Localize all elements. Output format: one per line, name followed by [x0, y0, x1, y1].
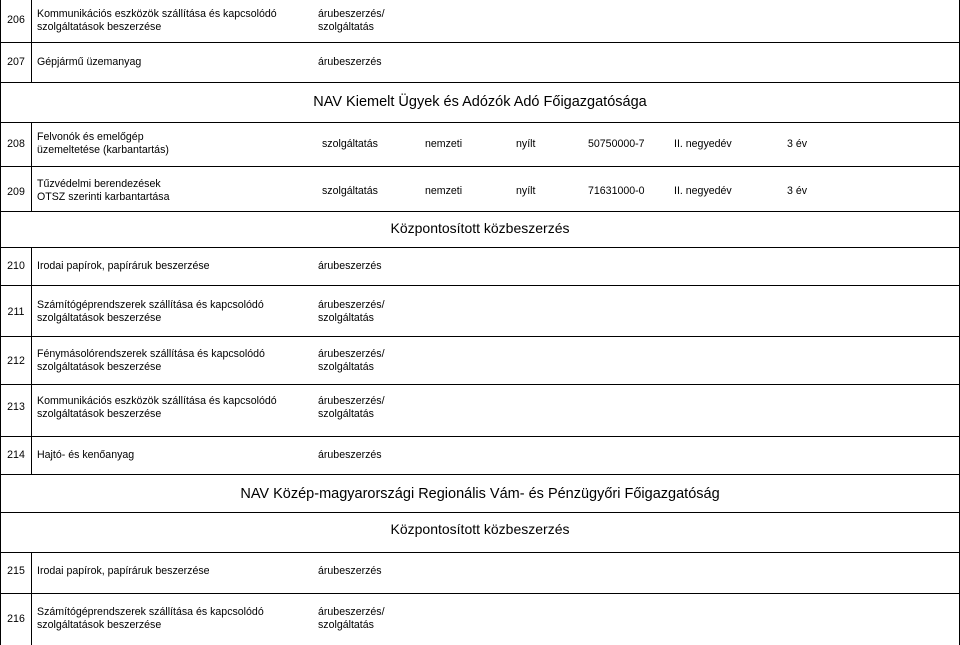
procurement-type: árubeszerzés/ szolgáltatás: [318, 348, 385, 373]
row-number: 209: [7, 186, 25, 198]
row-number: 213: [7, 401, 25, 413]
table-row: [0, 122, 960, 166]
item-description: Irodai papírok, papíráruk beszerzése: [37, 260, 210, 272]
section-header: [0, 82, 960, 122]
item-description: Tűzvédelmi berendezések OTSZ szerinti karbantartása: [37, 178, 170, 203]
cpv-code: 71631000-0: [588, 185, 645, 197]
procedure-scope: nemzeti: [425, 185, 463, 197]
item-description: Irodai papírok, papíráruk beszerzése: [37, 565, 210, 577]
section-title: Központosított közbeszerzés: [390, 220, 570, 236]
row-number: 211: [7, 306, 25, 318]
procedure-kind: nyílt: [516, 138, 536, 150]
procurement-type: árubeszerzés/ szolgáltatás: [318, 606, 385, 631]
section-title: Központosított közbeszerzés: [390, 521, 570, 537]
item-description: Számítógéprendszerek szállítása és kapcsolódó szolgáltatások beszerzése: [37, 299, 264, 324]
table-row: [0, 0, 960, 42]
procurement-type: árubeszerzés/ szolgáltatás: [318, 299, 385, 324]
item-description: Kommunikációs eszközök szállítása és kapcsolódó szolgáltatások beszerzése: [37, 8, 277, 33]
table-row: [0, 247, 960, 285]
table-row: [0, 593, 960, 645]
section-header: [0, 211, 960, 247]
section-title: NAV Közép-magyarországi Regionális Vám- és Pénzügyőri Főigazgatóság: [240, 486, 720, 502]
table-row: [0, 285, 960, 336]
row-number: 214: [7, 449, 25, 461]
contract-duration: 3 év: [787, 185, 808, 197]
procurement-type: árubeszerzés: [318, 260, 382, 272]
item-description: Számítógéprendszerek szállítása és kapcsolódó szolgáltatások beszerzése: [37, 606, 264, 631]
procurement-type: árubeszerzés/ szolgáltatás: [318, 395, 385, 420]
table-row: [0, 436, 960, 474]
section-header: [0, 512, 960, 552]
section-header: [0, 474, 960, 512]
item-description: Gépjármű üzemanyag: [37, 56, 142, 68]
row-number: 215: [7, 565, 25, 577]
row-number: 216: [7, 613, 25, 625]
row-number: 210: [7, 260, 25, 272]
procedure-scope: nemzeti: [425, 138, 463, 150]
procurement-type: árubeszerzés: [318, 565, 382, 577]
item-description: Kommunikációs eszközök szállítása és kapcsolódó szolgáltatások beszerzése: [37, 395, 277, 420]
planned-quarter: II. negyedév: [674, 138, 732, 150]
table-row: [0, 384, 960, 436]
table-row: [0, 166, 960, 211]
item-description: Felvonók és emelőgép üzemeltetése (karbantartás): [37, 131, 169, 156]
row-number: 208: [7, 138, 25, 150]
procurement-type: árubeszerzés: [318, 449, 382, 461]
cpv-code: 50750000-7: [588, 138, 645, 150]
procurement-type: szolgáltatás: [322, 185, 378, 197]
row-number: 207: [7, 56, 25, 68]
item-description: Hajtó- és kenőanyag: [37, 449, 135, 461]
planned-quarter: II. negyedév: [674, 185, 732, 197]
contract-duration: 3 év: [787, 138, 808, 150]
procurement-type: árubeszerzés/ szolgáltatás: [318, 8, 385, 33]
row-number: 206: [7, 14, 25, 26]
procedure-kind: nyílt: [516, 185, 536, 197]
table-row: [0, 336, 960, 384]
row-number: 212: [7, 355, 25, 367]
table-row: [0, 552, 960, 593]
section-title: NAV Kiemelt Ügyek és Adózók Adó Főigazgatósága: [313, 94, 647, 110]
procurement-type: árubeszerzés: [318, 56, 382, 68]
table-row: [0, 42, 960, 82]
item-description: Fénymásolórendszerek szállítása és kapcsolódó szolgáltatások beszerzése: [37, 348, 265, 373]
procurement-type: szolgáltatás: [322, 138, 378, 150]
